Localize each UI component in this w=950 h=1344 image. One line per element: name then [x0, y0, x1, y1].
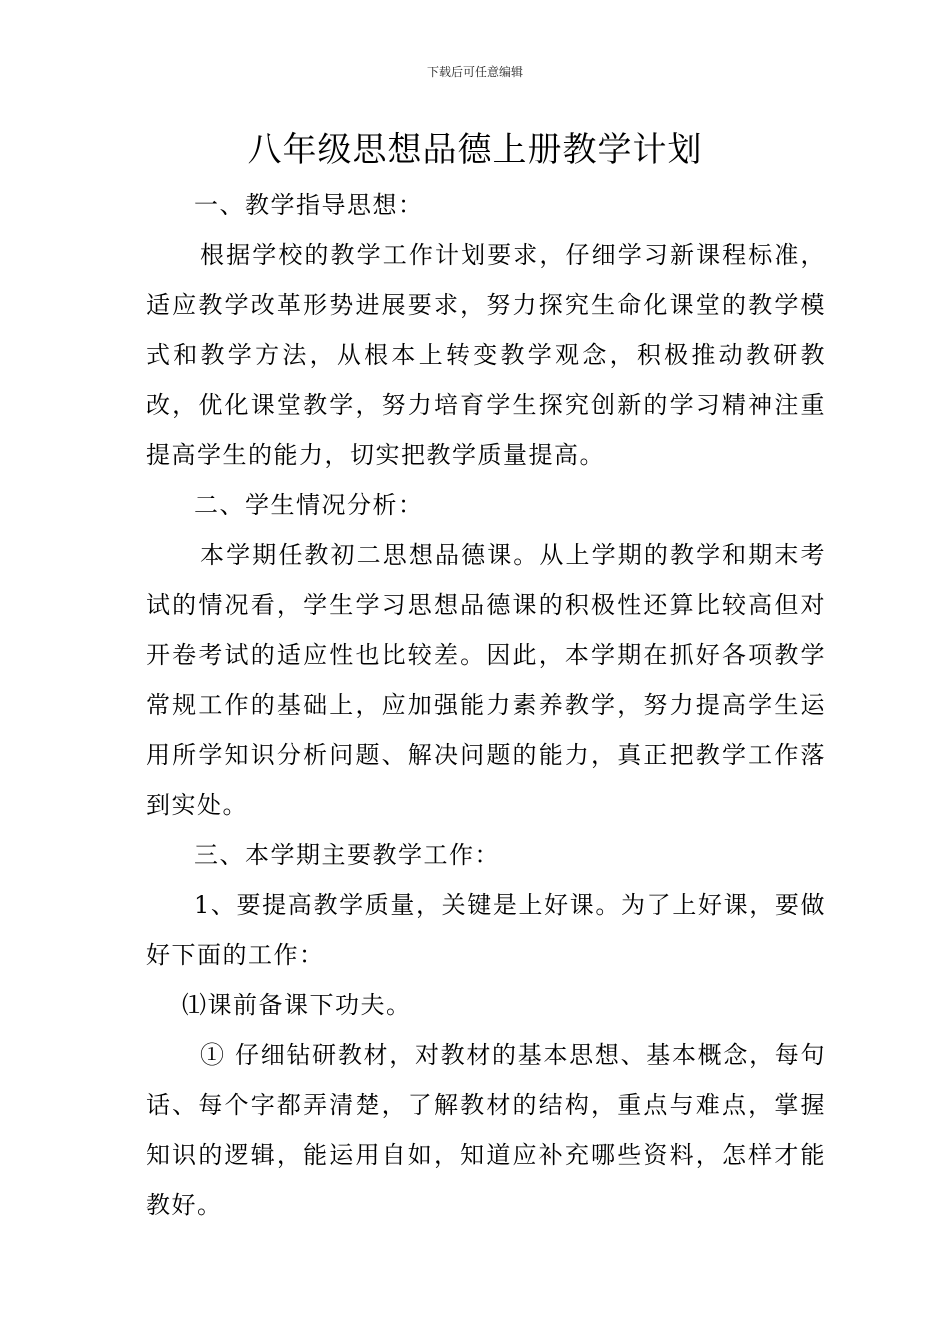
- item-1-paragraph: 1、要提高教学质量，关键是上好课。为了上好课，要做好下面的工作：: [146, 891, 826, 969]
- section-1-paragraph: 根据学校的教学工作计划要求，仔细学习新课程标准，适应教学改革形势进展要求，努力探究生命化课堂的教学模式和教学方法，从根本上转变教学观念，积极推动教研教改，优化课堂教学，努力培育学生探究创新的学习精神注重提高学生的能力，切实把教学质量提高。: [146, 241, 826, 469]
- section-3-heading: 三、本学期主要教学工作：: [194, 841, 500, 869]
- document-title: 八年级思想品德上册教学计划: [247, 130, 703, 170]
- section-2-paragraph: 本学期任教初二思想品德课。从上学期的教学和期末考试的情况看，学生学习思想品德课的积极性还算比较高但对开卷考试的适应性也比较差。因此，本学期在抓好各项教学常规工作的基础上，应加强能力素养教学，努力提高学生运用所学知识分析问题、解决问题的能力，真正把教学工作落到实处。: [146, 541, 826, 819]
- item-1-sub-1: ⑴课前备课下功夫。: [182, 991, 412, 1019]
- section-1-heading: 一、教学指导思想：: [194, 191, 424, 219]
- document-body: [146, 180, 826, 1230]
- item-1-sub-1-point-1: ① 仔细钻研教材，对教材的基本思想、基本概念，每句话、每个字都弄清楚，了解教材的结构，重点与难点，掌握知识的逻辑，能运用自如，知道应补充哪些资料，怎样才能教好。: [146, 1041, 826, 1219]
- header-note: 下载后可任意编辑: [426, 65, 523, 79]
- section-2-heading: 二、学生情况分析：: [194, 491, 424, 519]
